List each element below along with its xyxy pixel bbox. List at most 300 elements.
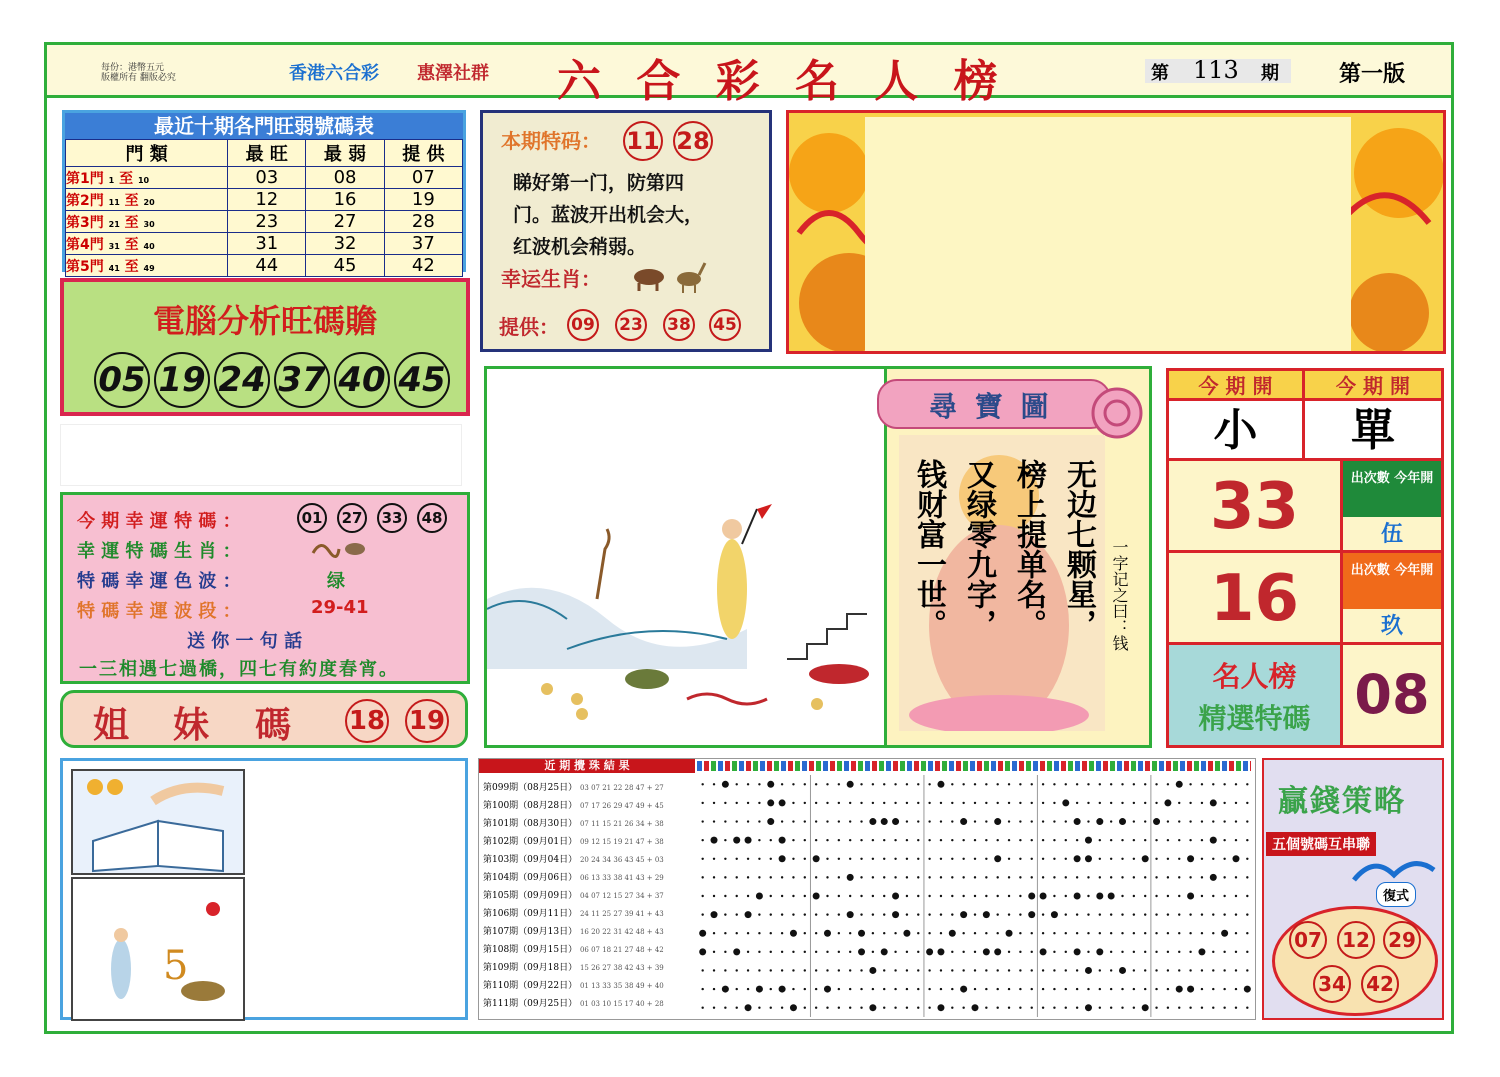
grid-dot: [1087, 988, 1089, 990]
grid-dot: [736, 969, 738, 971]
hit-dot: [1085, 967, 1092, 974]
grid-dot: [906, 895, 908, 897]
grid-dot: [849, 802, 851, 804]
grid-dot: [758, 858, 760, 860]
grid-dot: [1155, 839, 1157, 841]
grid-dot: [1133, 1006, 1135, 1008]
grid-dot: [996, 969, 998, 971]
grid-dot: [1144, 839, 1146, 841]
grid-dot: [781, 820, 783, 822]
grid-dot: [701, 783, 703, 785]
hit-dot: [779, 986, 786, 993]
grid-dot: [951, 876, 953, 878]
grid-dot: [724, 839, 726, 841]
grid-dot: [758, 1006, 760, 1008]
period-numbers: 07 17 26 29 47 49 + 45: [579, 802, 664, 810]
door-label: 第1門: [66, 170, 104, 187]
grid-dot: [1178, 839, 1180, 841]
list-item: [483, 851, 695, 869]
grid-dot: [1121, 839, 1123, 841]
grid-dot: [713, 858, 715, 860]
grid-dot: [1246, 802, 1248, 804]
grid-dot: [804, 988, 806, 990]
grid-dot: [770, 895, 772, 897]
grid-dot: [928, 839, 930, 841]
grid-dot: [974, 876, 976, 878]
period-label: 第107期（09月13日）: [483, 927, 578, 937]
grid-dot: [1235, 876, 1237, 878]
grid-dot: [781, 895, 783, 897]
lucky-number: 33: [377, 503, 407, 533]
grid-dot: [736, 783, 738, 785]
grid-dot: [724, 858, 726, 860]
hit-dot: [1040, 893, 1047, 900]
hit-dot: [869, 818, 876, 825]
grid-dot: [804, 932, 806, 934]
grid-dot: [838, 988, 840, 990]
door-from: 41: [108, 263, 120, 273]
grid-dot: [1144, 988, 1146, 990]
grid-dot: [701, 802, 703, 804]
grid-dot: [713, 802, 715, 804]
list-item: [483, 869, 695, 887]
grid-dot: [1212, 988, 1214, 990]
grid-dot: [1087, 802, 1089, 804]
grid-dot: [1133, 876, 1135, 878]
grid-dot: [1246, 876, 1248, 878]
special-number: 11: [623, 121, 663, 161]
grid-dot: [781, 876, 783, 878]
grid-dot: [736, 876, 738, 878]
grid-dot: [1178, 858, 1180, 860]
period-label: 第103期（09月04日）: [483, 855, 578, 865]
grid-dot: [1065, 913, 1067, 915]
grid-dot: [1144, 802, 1146, 804]
grid-dot: [826, 969, 828, 971]
hit-dot: [1108, 893, 1115, 900]
grid-dot: [872, 839, 874, 841]
door-to: 40: [143, 241, 155, 251]
hit-dot: [994, 818, 1001, 825]
grid-dot: [951, 969, 953, 971]
sisters-title-char: 妹: [173, 704, 210, 746]
grid-dot: [940, 820, 942, 822]
grid-dot: [758, 820, 760, 822]
grid-dot: [1155, 895, 1157, 897]
grid-dot: [1201, 913, 1203, 915]
door-max: 44: [228, 255, 306, 277]
hit-dot: [1221, 930, 1228, 937]
grid-dot: [1178, 895, 1180, 897]
grid-dot: [1110, 1006, 1112, 1008]
door-give: 28: [384, 211, 462, 233]
grid-dot: [1144, 783, 1146, 785]
list-item: [483, 959, 695, 977]
grid-dot: [849, 988, 851, 990]
grid-dot: [826, 839, 828, 841]
computer-number: 45: [394, 352, 450, 408]
grid-dot: [951, 913, 953, 915]
grid-dot: [826, 913, 828, 915]
special-text-line: 睇好第一门，防第四: [513, 172, 685, 194]
grid-dot: [1144, 969, 1146, 971]
lucky-number: 27: [337, 503, 367, 533]
grid-dot: [838, 1006, 840, 1008]
strategy-number: 12: [1337, 921, 1375, 959]
strategy-title: 贏錢策略: [1278, 784, 1406, 819]
grid-dot: [1031, 858, 1033, 860]
grid-dot: [1201, 858, 1203, 860]
grid-dot: [701, 913, 703, 915]
hit-dot: [994, 948, 1001, 955]
grid-dot: [701, 1006, 703, 1008]
grid-dot: [1144, 932, 1146, 934]
grid-dot: [1087, 820, 1089, 822]
zodiac-animals-icon: [631, 261, 711, 293]
grid-dot: [804, 783, 806, 785]
grid-dot: [1042, 820, 1044, 822]
treasure-side-note: 一字记之曰：钱: [1110, 539, 1129, 651]
grid-dot: [826, 858, 828, 860]
brand-box: [1169, 645, 1343, 745]
grid-dot: [1167, 895, 1169, 897]
grid-dot: [1189, 913, 1191, 915]
grid-dot: [860, 783, 862, 785]
grid-dot: [1065, 969, 1067, 971]
grid-dot: [724, 820, 726, 822]
grid-dot: [974, 858, 976, 860]
grid-dot: [826, 895, 828, 897]
hit-dot: [824, 986, 831, 993]
grid-dot: [792, 876, 794, 878]
grid-dot: [758, 913, 760, 915]
grid-dot: [1065, 783, 1067, 785]
lucky-number: 01: [297, 503, 327, 533]
brand-bottom-text: 精選特碼: [1198, 702, 1311, 735]
grid-dot: [962, 1006, 964, 1008]
door-table-header-cell: 門 類: [66, 140, 228, 167]
grid-dot: [940, 932, 942, 934]
hit-dot: [881, 818, 888, 825]
grid-dot: [1110, 802, 1112, 804]
door-table-title: 最近十期各門旺弱號碼表: [65, 113, 463, 139]
grid-dot: [1065, 932, 1067, 934]
hit-dot: [892, 818, 899, 825]
grid-dot: [1201, 932, 1203, 934]
grid-dot: [1121, 895, 1123, 897]
grid-dot: [917, 969, 919, 971]
strategy-number: 07: [1289, 921, 1327, 959]
grid-dot: [747, 951, 749, 953]
grid-dot: [1144, 820, 1146, 822]
grid-dot: [1076, 969, 1078, 971]
grid-dot: [894, 783, 896, 785]
grid-dot: [872, 932, 874, 934]
hit-dot: [858, 948, 865, 955]
zodiac-dragon-rat-icon: [309, 535, 369, 561]
lucky-line2-label: 幸 運 特 碼 生 肖 ：: [77, 541, 241, 562]
grid-dot: [951, 858, 953, 860]
issue-prefix: 第: [1151, 63, 1169, 84]
grid-dot: [1155, 932, 1157, 934]
sisters-number: 18: [345, 699, 389, 743]
grid-dot: [951, 951, 953, 953]
door-label: 第5門: [66, 258, 104, 275]
hit-dot: [1187, 986, 1194, 993]
grid-dot: [1223, 913, 1225, 915]
grid-dot: [917, 802, 919, 804]
grid-dot: [1155, 913, 1157, 915]
grid-dot: [1042, 969, 1044, 971]
hit-dot: [892, 893, 899, 900]
grid-dot: [860, 988, 862, 990]
hit-dot: [1074, 948, 1081, 955]
grid-dot: [701, 969, 703, 971]
strategy-number: 42: [1361, 965, 1399, 1003]
hit-dot: [1210, 799, 1217, 806]
grid-dot: [1065, 839, 1067, 841]
grid-dot: [1076, 932, 1078, 934]
grid-dot: [883, 913, 885, 915]
grid-dot: [872, 802, 874, 804]
grid-dot: [951, 820, 953, 822]
grid-dot: [974, 951, 976, 953]
grid-dot: [1008, 988, 1010, 990]
treasure-column: 又绿零九字，: [961, 459, 996, 639]
grid-dot: [1155, 783, 1157, 785]
grid-dot: [1201, 839, 1203, 841]
grid-dot: [792, 951, 794, 953]
grid-dot: [1133, 988, 1135, 990]
grid-dot: [1110, 876, 1112, 878]
grid-dot: [1246, 932, 1248, 934]
sisters-title-char: 姐: [93, 704, 130, 746]
provide-number: 45: [709, 309, 741, 341]
lucky-number: 48: [417, 503, 447, 533]
grid-dot: [1212, 951, 1214, 953]
grid-dot: [940, 802, 942, 804]
grid-dot: [883, 839, 885, 841]
grid-dot: [928, 858, 930, 860]
grid-dot: [770, 839, 772, 841]
grid-dot: [1042, 988, 1044, 990]
hit-dot: [767, 799, 774, 806]
grid-dot: [758, 783, 760, 785]
grid-dot: [1110, 988, 1112, 990]
grid-dot: [1212, 1006, 1214, 1008]
grid-dot: [1053, 802, 1055, 804]
grid-dot: [1121, 988, 1123, 990]
grid-dot: [1167, 932, 1169, 934]
grid-dot: [838, 802, 840, 804]
hit-dot: [745, 1004, 752, 1011]
grid-dot: [974, 969, 976, 971]
grid-dot: [1042, 913, 1044, 915]
open-parity-value: 單: [1305, 401, 1441, 461]
grid-dot: [906, 783, 908, 785]
grid-dot: [815, 820, 817, 822]
grid-dot: [894, 839, 896, 841]
grid-dot: [951, 783, 953, 785]
grid-dot: [838, 913, 840, 915]
grid-dot: [792, 858, 794, 860]
grid-dot: [1235, 951, 1237, 953]
grid-dot: [713, 820, 715, 822]
period-label: 第101期（08月30日）: [483, 819, 578, 829]
grid-dot: [747, 988, 749, 990]
grid-dot: [826, 820, 828, 822]
provide-number: 38: [663, 309, 695, 341]
grid-dot: [860, 839, 862, 841]
grid-dot: [747, 932, 749, 934]
grid-dot: [747, 858, 749, 860]
grid-dot: [758, 951, 760, 953]
treasure-scroll: [877, 379, 1111, 429]
hit-dot: [1142, 855, 1149, 862]
grid-dot: [1008, 858, 1010, 860]
grid-dot: [917, 895, 919, 897]
computer-numbers: [94, 352, 450, 408]
grid-dot: [758, 876, 760, 878]
hit-dot: [972, 1004, 979, 1011]
issue-box: [1145, 56, 1291, 84]
period-numbers: 16 20 22 31 42 48 + 43: [579, 928, 664, 936]
grid-dot: [804, 876, 806, 878]
grid-dot: [1099, 913, 1101, 915]
strategy-oval: [1272, 906, 1438, 1016]
grid-dot: [1042, 858, 1044, 860]
door-min: 16: [306, 189, 384, 211]
door-table-header: [66, 140, 463, 167]
grid-dot: [1053, 876, 1055, 878]
grid-dot: [985, 876, 987, 878]
grid-dot: [1223, 858, 1225, 860]
grid-dot: [917, 932, 919, 934]
grid-dot: [770, 932, 772, 934]
grid-dot: [940, 969, 942, 971]
grid-dot: [724, 802, 726, 804]
grid-dot: [1246, 895, 1248, 897]
grid-dot: [1155, 988, 1157, 990]
door-from: 11: [108, 197, 120, 207]
grid-dot: [940, 839, 942, 841]
grid-dot: [815, 913, 817, 915]
hit-dot: [937, 948, 944, 955]
grid-dot: [894, 951, 896, 953]
hit-dot: [1164, 799, 1171, 806]
period-numbers: 15 26 27 38 42 43 + 39: [579, 964, 664, 972]
computer-number: 37: [274, 352, 330, 408]
grid-dot: [1167, 988, 1169, 990]
decor-banner: [786, 110, 1446, 354]
grid-dot: [1019, 951, 1021, 953]
count-label-1: 出次數 今年開: [1343, 461, 1441, 517]
grid-dot: [1019, 858, 1021, 860]
grid-dot: [713, 932, 715, 934]
door-from: 31: [108, 241, 120, 251]
grid-dot: [1201, 876, 1203, 878]
grid-dot: [1019, 932, 1021, 934]
hit-dot: [711, 911, 718, 918]
special-text: [513, 167, 703, 263]
grid-dot: [985, 820, 987, 822]
table-row: [66, 189, 463, 211]
grid-dot: [1133, 783, 1135, 785]
grid-dot: [701, 988, 703, 990]
grid-dot: [804, 1006, 806, 1008]
door-min: 08: [306, 167, 384, 189]
hit-dot: [949, 930, 956, 937]
grid-dot: [804, 839, 806, 841]
grid-dot: [1031, 951, 1033, 953]
grid-dot: [747, 783, 749, 785]
door-table-header-cell: 提 供: [384, 140, 462, 167]
grid-dot: [815, 802, 817, 804]
grid-dot: [985, 839, 987, 841]
hit-dot: [937, 781, 944, 788]
phrase-text: 一三相遇七過橋，四七有約度春宵。: [79, 659, 399, 680]
results-panel: [478, 758, 1256, 1020]
grid-dot: [962, 839, 964, 841]
door-to-word: 至: [124, 258, 139, 275]
provide-label: 提供：: [499, 315, 559, 339]
door-to: 10: [137, 175, 150, 185]
period-numbers: 01 13 33 35 38 49 + 40: [579, 982, 664, 990]
grid-dot: [1246, 1006, 1248, 1008]
grid-dot: [1201, 783, 1203, 785]
grid-dot: [804, 895, 806, 897]
grid-dot: [792, 802, 794, 804]
grid-dot: [872, 913, 874, 915]
grid-dot: [1121, 932, 1123, 934]
grid-dot: [849, 969, 851, 971]
grid-dot: [1223, 802, 1225, 804]
grid-dot: [1099, 876, 1101, 878]
grid-dot: [1110, 951, 1112, 953]
grid-dot: [1099, 839, 1101, 841]
issue-number: 113: [1193, 56, 1239, 84]
grid-dot: [1008, 839, 1010, 841]
grid-dot: [1053, 858, 1055, 860]
treasure-column: 榜上提单名。: [1011, 459, 1046, 639]
hit-dot: [983, 948, 990, 955]
grid-dot: [1019, 988, 1021, 990]
grid-dot: [1223, 951, 1225, 953]
grid-dot: [1019, 969, 1021, 971]
grid-dot: [804, 951, 806, 953]
grid-dot: [1087, 895, 1089, 897]
grid-dot: [1099, 1006, 1101, 1008]
phrase-title: 送 你 一 句 話: [187, 631, 303, 652]
grid-dot: [1008, 969, 1010, 971]
hit-dot: [1085, 837, 1092, 844]
grid-dot: [1065, 951, 1067, 953]
grid-dot: [985, 858, 987, 860]
grid-dot: [883, 876, 885, 878]
hit-dot: [1198, 948, 1205, 955]
grid-dot: [928, 988, 930, 990]
hit-dot: [722, 986, 729, 993]
grid-dot: [736, 895, 738, 897]
list-item: [483, 887, 695, 905]
grid-dot: [1155, 802, 1157, 804]
grid-dot: [1178, 951, 1180, 953]
door-min: 32: [306, 233, 384, 255]
grid-dot: [1201, 820, 1203, 822]
grid-dot: [781, 932, 783, 934]
hit-dot: [756, 986, 763, 993]
grid-dot: [701, 895, 703, 897]
